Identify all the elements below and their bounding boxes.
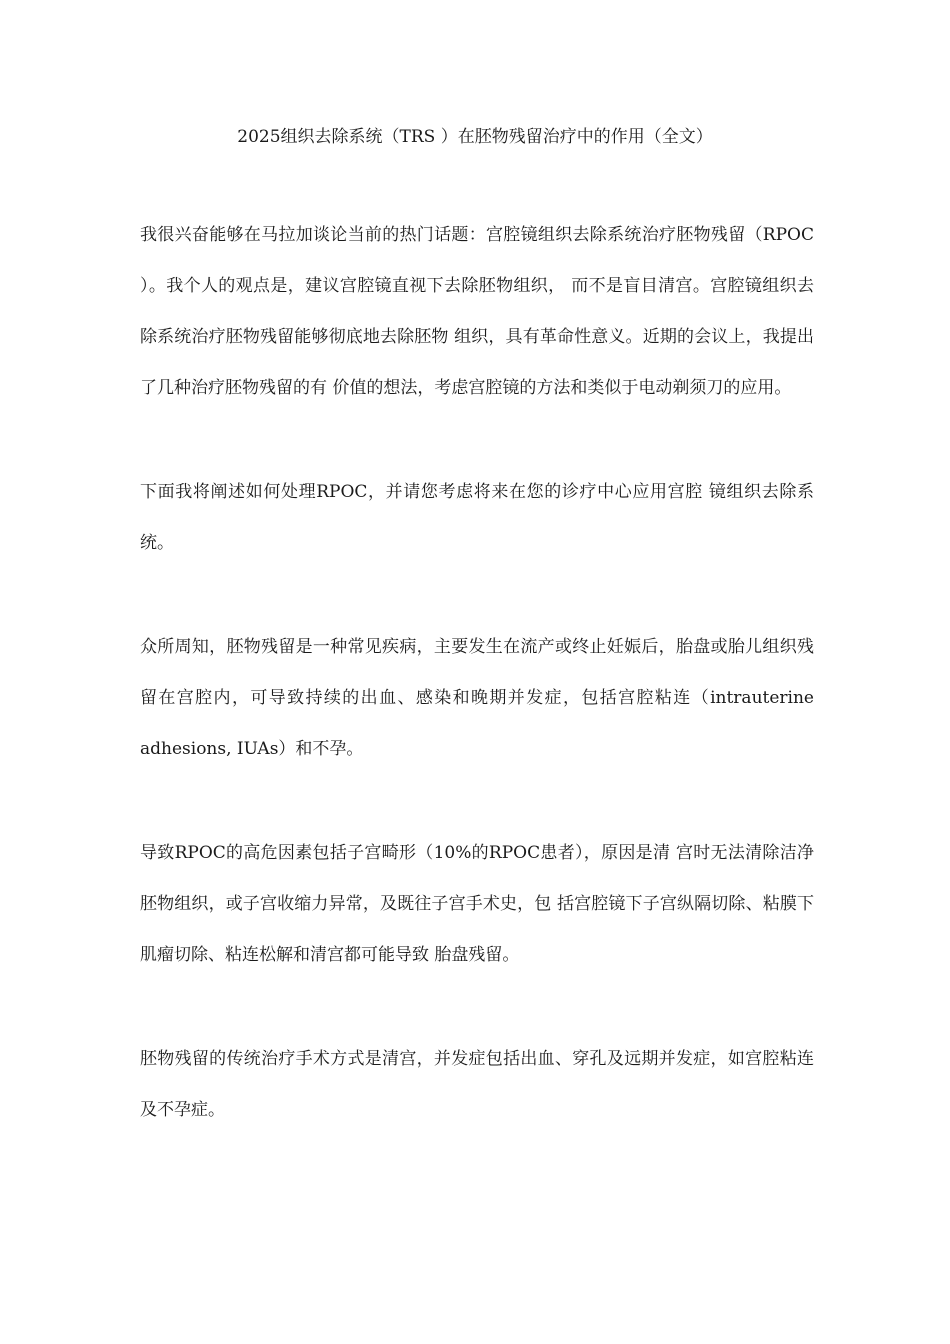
- document-title: 2025组织去除系统（TRS ）在胚物残留治疗中的作用（全文）: [237, 127, 713, 147]
- document-body: [140, 210, 814, 1189]
- paragraph-traditional-treatment: 胚物残留的传统治疗手术方式是清宫，并发症包括出血、穿孔及远期并发症，如宫腔粘连及不孕症。: [140, 1049, 814, 1120]
- paragraph-rpoc-definition: 众所周知，胚物残留是一种常见疾病，主要发生在流产或终止妊娠后，胎盘或胎儿组织残留在宫腔内，可导致持续的出血、感染和晚期并发症，包括宫腔粘连（intrauterine adhesions, IUAs）和不孕。: [140, 637, 814, 759]
- paragraph-risk-factors: 导致RPOC的高危因素包括子宫畸形（10%的RPOC患者），原因是清 宫时无法清除洁净胚物组织，或子宫收缩力异常，及既往子宫手术史，包 括宫腔镜下子宫纵隔切除、粘膜下肌瘤切除、粘连松解和清宫都可能导致 胎盘残留。: [140, 843, 814, 965]
- paragraph-rpoc-handling: 下面我将阐述如何处理RPOC，并请您考虑将来在您的诊疗中心应用宫腔 镜组织去除系统。: [140, 482, 814, 553]
- paragraph-intro: 我很兴奋能够在马拉加谈论当前的热门话题：宫腔镜组织去除系统治疗胚物残留（RPOC ）。我个人的观点是，建议宫腔镜直视下去除胚物组织， 而不是盲目清宫。宫腔镜组织去除系统治疗胚物残留能够彻底地去除胚物 组织，具有革命性意义。近期的会议上，我提出了几种治疗胚物残留的有 价值的想法，考虑宫腔镜的方法和类似于电动剃须刀的应用。: [140, 225, 814, 398]
